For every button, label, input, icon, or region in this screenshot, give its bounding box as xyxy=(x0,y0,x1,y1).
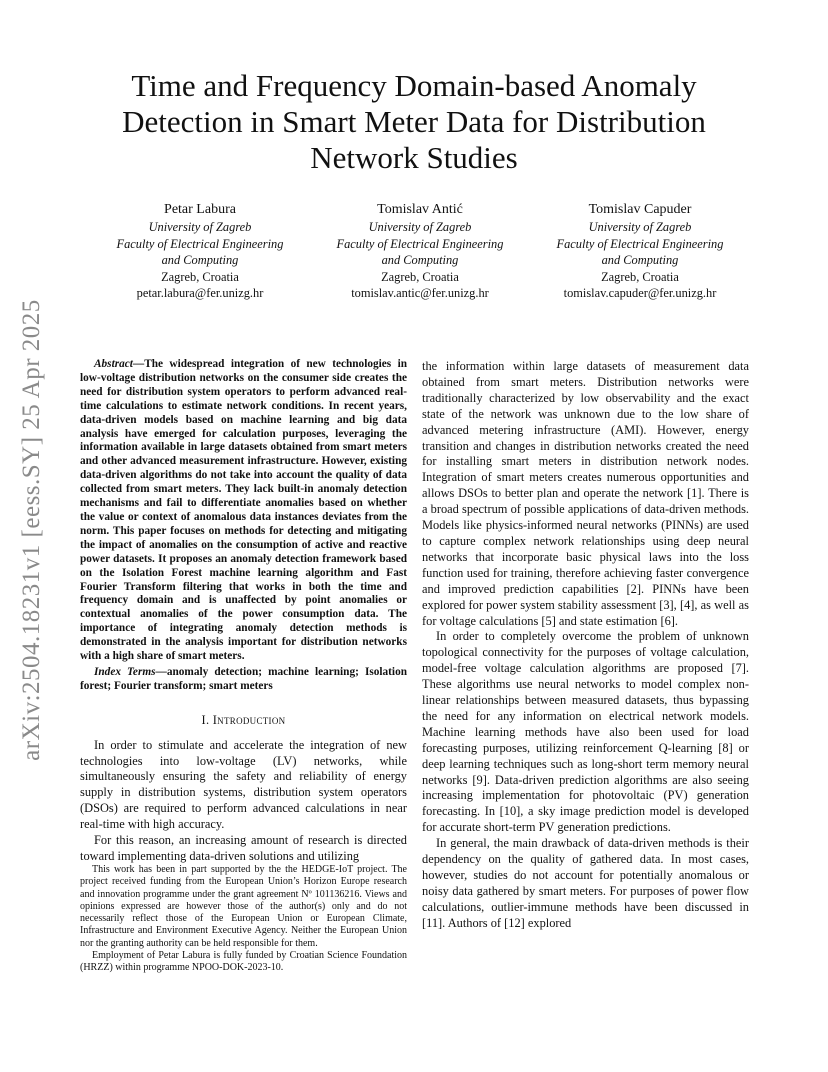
author-1 xyxy=(90,200,310,302)
author-city: Zagreb, Croatia xyxy=(601,269,679,284)
intro-paragraph-1: In order to stimulate and accelerate the integration of new technologies into low-voltage (LV) networks, while simultaneously ensuring the safety and reliability of energy supply in distribution systems, distribution system operators (DSOs) are required to perform advanced calculations in near real-time with high accuracy. xyxy=(80,737,407,832)
paper-title: Time and Frequency Domain-based Anomaly Detection in Smart Meter Data for Distribution Network Studies xyxy=(122,68,706,175)
author-city: Zagreb, Croatia xyxy=(381,269,459,284)
author-email[interactable]: petar.labura@fer.unizg.hr xyxy=(136,286,264,301)
author-3 xyxy=(530,200,750,302)
author-faculty-cont: and Computing xyxy=(601,253,679,268)
author-university: University of Zagreb xyxy=(588,220,692,234)
author-university: University of Zagreb xyxy=(368,220,472,234)
arxiv-stamp-text: arXiv:2504.18231v1 [eess.SY] 25 Apr 2025 xyxy=(18,299,45,761)
left-column xyxy=(80,358,407,865)
footnote-employment: Employment of Petar Labura is fully funded by Croatian Science Foundation (HRZZ) within programme NPOO-DOK-2023-10. xyxy=(80,950,407,974)
author-university: University of Zagreb xyxy=(148,220,252,234)
author-faculty-cont: and Computing xyxy=(381,253,459,268)
arxiv-stamp xyxy=(18,280,46,780)
body-paragraph-1: the information within large datasets of measurement data obtained from smart meters. Distribution networks were traditionally characterized by low observability and the exact state of the network was unknown due to the low share of advanced metering infrastructure (AMI). However, energy transition and changes in distribution networks created the need for installing smart meters in distribution network nodes. Integration of smart meters creates numerous opportunities and allows DSOs to better plan and operate the network [1]. There is a broad spectrum of possible applications of data-driven methods. Models like physics-informed neural networks (PINNs) are used to capture complex network relationships using deep neural networks that incorporate basic physical laws into the loss function used for training, therefore achieving faster convergence and improved prediction capabilities [2]. PINNs have been explored for power system stability assessment [3], [4], as well as for voltage calculations [5] and state estimation [6]. xyxy=(422,359,749,628)
author-faculty: Faculty of Electrical Engineering xyxy=(116,236,284,251)
right-column xyxy=(422,359,749,932)
footnote-funding: This work has been in part supported by the the HEDGE-IoT project. The project received funding from the European Union’s Horizon Europe research and innovation programme under the grant agreement Nº 101136216. Views and opinions expressed are however those of the author(s) only and do not necessarily reflect those of the European Union or European Climate, Infrastructure and Environment Executive Agency. Neither the European Union nor the granting authority can be held responsible for them. xyxy=(80,864,407,949)
author-block xyxy=(90,200,750,302)
body-paragraph-3: In general, the main drawback of data-driven methods is their dependency on the quality of gathered data. In most cases, however, studies do not account for potentially anomalous or noisy data gathered by smart meters. For purposes of power flow calculations, outlier-immune methods have been discussed in [11]. Authors of [12] explored xyxy=(422,836,749,930)
author-name: Tomislav Capuder xyxy=(588,202,692,217)
abstract-lead: Abstract xyxy=(94,358,133,370)
index-terms-text: —anomaly detection; machine learning; Isolation forest; Fourier transform; smart meters xyxy=(80,665,407,692)
author-email[interactable]: tomislav.antic@fer.unizg.hr xyxy=(351,286,489,301)
body-paragraph-2: In order to completely overcome the problem of unknown topological connectivity for the purposes of voltage calculation, model-free voltage calculation algorithms are proposed [7]. These algorithms use neural networks to model complex non-linear relationships between measured datasets, thus bypassing the need for any information on electrical network models. Machine learning methods have also been used for load forecasting purposes, utilizing reinforcement Q-learning [8] or deep learning techniques such as long-short term memory neural networks [9]. Data-driven prediction algorithms are also seeing increasing implementation for photovoltaic (PV) generation forecasting. In [10], a sky image prediction model is developed for accurate short-term PV generation predictions. xyxy=(422,629,749,835)
author-faculty: Faculty of Electrical Engineering xyxy=(336,236,504,251)
author-city: Zagreb, Croatia xyxy=(161,269,239,284)
abstract-text: —The widespread integration of new technologies in low-voltage distribution networks on the consumer side creates the need for distribution system operators to perform advanced real-time calculations to estimate network conditions. In recent years, data-driven models based on machine learning and big data analysis have emerged for calculation purposes, leveraging the information available in large datasets obtained from smart meters and other advanced measurement infrastructure. However, existing data-driven algorithms do not take into account the quality of data collected from smart meters. They lack built-in anomaly detection mechanisms and fail to differentiate anomalies based on whether the value or context of anomalous data instances deviates from the norm. This paper focuses on methods for detecting and mitigating the impact of anomalies on the consumption of active and reactive power datasets. It proposes an anomaly detection framework based on the Isolation Forest machine learning algorithm and Fast Fourier Transform filtering that works in both the time and frequency domain and is unaffected by point anomalies or contextual anomalies of the power consumption data. The importance of integrating anomaly detection methods is demonstrated in the analysis important for distribution networks with a high share of smart meters. xyxy=(80,358,407,663)
intro-paragraph-2: For this reason, an increasing amount of research is directed toward implementing data-driven solutions and utilizing xyxy=(80,833,407,863)
section-heading: I. Introduction xyxy=(201,712,286,727)
index-terms-lead: Index Terms xyxy=(94,665,156,678)
author-faculty-cont: and Computing xyxy=(161,253,239,268)
abstract xyxy=(80,358,407,664)
author-email[interactable]: tomislav.capuder@fer.unizg.hr xyxy=(563,286,717,301)
author-name: Tomislav Antić xyxy=(377,202,463,217)
footnotes xyxy=(80,864,407,975)
index-terms xyxy=(80,666,407,694)
author-name: Petar Labura xyxy=(164,202,236,217)
author-2 xyxy=(310,200,530,302)
author-faculty: Faculty of Electrical Engineering xyxy=(556,236,724,251)
